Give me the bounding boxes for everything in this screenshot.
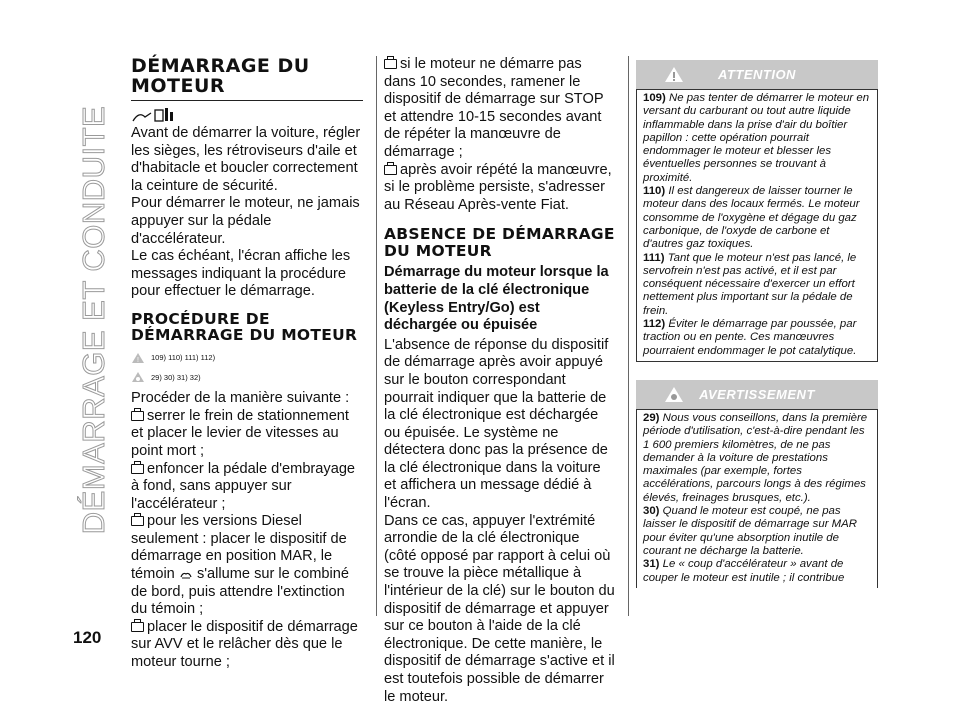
note-item: 111) Tant que le moteur n'est pas lancé, le servofrein n'est pas activé, et il est par conséquent nécessaire d'exercer un effort nettement plus important sur la pédale de frein.: [643, 251, 857, 317]
warning-triangle-icon: [131, 352, 145, 364]
page-number: 120: [73, 628, 102, 647]
column-1: [131, 56, 363, 672]
list-item: pour les versions Diesel seulement : placer le dispositif de démarrage en position MAR, le témoin s'allume sur le combiné de bord, puis attendre l'extinction du témoin ;: [131, 513, 349, 618]
paragraph: Pour démarrer le moteur, ne jamais appuyer sur la pédale d'accélérateur.: [131, 195, 360, 247]
note-item: 29) Nous vous conseillons, dans la première période d'utilisation, c'est-à-dire pendant les 1 600 premiers kilomètres, de ne pas demander à la voiture de prestations maximales (par exemple, fortes accélérations, parcours longs à des régimes élevés, freinages brusques, etc.).: [643, 411, 868, 504]
section-heading: PROCÉDURE DE DÉMARRAGE DU MOTEUR: [131, 309, 358, 345]
list-item: placer le dispositif de démarrage sur AVV et le relâcher dès que le moteur tourne ;: [131, 618, 358, 671]
bullet-icon: [384, 165, 397, 175]
intro-paragraph: Avant de démarrer la voiture, régler les sièges, les rétroviseurs d'aile et d'habitacle et boucler correctement la ceinture de sécurité.: [131, 125, 361, 194]
note-item: 30) Quand le moteur est coupé, ne pas laisser le dispositif de démarrage sur MAR pour éviter qu'une absorption inutile de courant ne décharge la batterie.: [643, 505, 857, 557]
column-divider: [376, 56, 377, 616]
list-item: serrer le frein de stationnement et placer le levier de vitesses au point mort ;: [131, 407, 349, 459]
note-item: 112) Éviter le démarrage par poussée, par traction ou en pente. Ces manœuvres pourraient endommager le pot catalytique.: [643, 318, 857, 357]
warning-triangle-icon: [664, 66, 684, 83]
paragraph: Le cas échéant, l'écran affiche les messages indiquant la procédure pour effectuer le démarrage.: [131, 248, 351, 300]
svg-text:!: !: [137, 356, 139, 364]
paragraph: Dans ce cas, appuyer l'extrémité arrondie de la clé électronique (côté opposé par rapport à celui où se trouve la pièce métallique à l'intérieur de la clé) sur le bouton du dispositif de démarrage et appuyer sur ce bouton à l'aide de la clé électronique. De cette manière, le dispositif de démarrage s'active et il est toutefois possible de démarrer le moteur.: [384, 512, 615, 705]
list-item: après avoir répété la manœuvre, si le problème persiste, s'adresser au Réseau Après-vente Fiat.: [384, 161, 612, 213]
avertissement-header: AVERTISSEMENT: [636, 380, 878, 409]
procedure-intro: Procéder de la manière suivante :: [131, 390, 350, 407]
list-item: si le moteur ne démarre pas dans 10 secondes, ramener le dispositif de démarrage sur STOP et attendre 10-15 secondes avant de répéter la manœuvre de démarrage ;: [384, 56, 604, 160]
bullet-icon: [131, 516, 144, 526]
section-heading: DÉMARRAGE DU MOTEUR: [131, 55, 310, 97]
column-3: [636, 60, 878, 588]
fuel-icon: [131, 107, 363, 125]
paragraph: L'absence de réponse du dispositif de démarrage après avoir appuyé sur le bouton correspondant pourrait indiquer que la batterie de la clé électronique est déchargée ou épuisée. Le système ne détectera donc pas la présence de la clé électronique dans la voiture et affichera un message dédié à l'écran.: [384, 336, 609, 512]
note-item: 31) Le « coup d'accélérateur » avant de couper le moteur est inutile ; il contribue: [643, 558, 845, 584]
attention-box: [636, 89, 878, 362]
bullet-icon: [131, 464, 144, 474]
caution-triangle-icon: [131, 371, 145, 383]
column-divider: [628, 56, 629, 616]
note-item: 109) Ne pas tenter de démarrer le moteur en versant du carburant ou tout autre liquide inflammable dans la prise d'air du boîtier papillon : cette opération pourrait endommager le moteur et blesser les éventuelles personnes se trouvant à proximité.: [643, 92, 870, 184]
avertissement-box: [636, 409, 878, 588]
subsection-heading: Démarrage du moteur lorsque la batterie de la clé électronique (Keyless Entry/Go) est déchargée ou épuisée: [384, 264, 609, 334]
bullet-icon: [131, 411, 144, 421]
attention-header: ATTENTION: [636, 60, 878, 89]
column-2: [384, 56, 616, 706]
list-item: enfoncer la pédale d'embrayage à fond, sans appuyer sur l'accélérateur ;: [131, 460, 356, 512]
caution-triangle-icon: [664, 386, 684, 403]
bullet-icon: [131, 622, 144, 632]
bullet-icon: [384, 59, 397, 69]
note-item: 110) Il est dangereux de laisser tourner le moteur dans des locaux fermés. Le moteur consomme de l'oxygène et dégage du gaz carbonique, de l'oxyde de carbone et d'autres gaz toxiques.: [643, 185, 860, 251]
glow-plug-icon: [179, 570, 193, 579]
warning-refs: ! 109) 110) 111) 112): [131, 349, 363, 367]
caution-refs: 29) 30) 31) 32): [131, 369, 363, 387]
heading-rule: [131, 100, 363, 101]
section-heading: ABSENCE DE DÉMARRAGE DU MOTEUR: [384, 225, 615, 260]
chapter-side-title: DÉMARRAGE ET CONDUITE: [76, 105, 111, 535]
